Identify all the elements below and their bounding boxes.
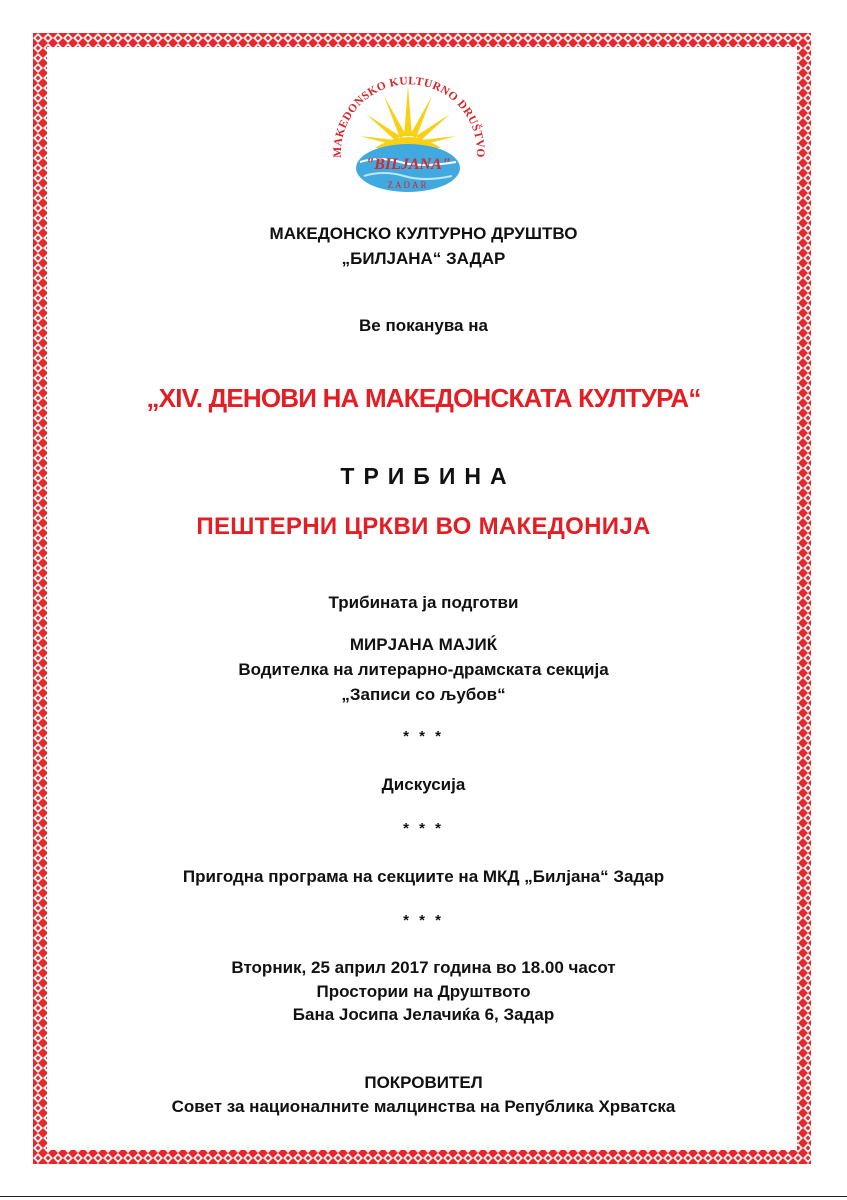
society-logo	[320, 44, 496, 204]
organization-name: МАКЕДОНСКО КУЛТУРНО ДРУШТВО	[269, 224, 578, 243]
discussion-item: Дискусија	[381, 775, 466, 794]
logo-city: ZADAR	[387, 180, 429, 190]
event-address: Бана Јосипа Јелачиќа 6, Задар	[292, 1005, 555, 1024]
program-item: Пригодна програма на секциите на МКД „Билјана“ Задар	[182, 867, 665, 886]
event-datetime: Вторник, 25 април 2017 година во 18.00 часот	[231, 958, 616, 977]
sponsor-name: Совет за националните малцинства на Република Хрватска	[171, 1097, 676, 1116]
event-venue: Простории на Друштвото	[316, 982, 531, 1001]
organization-name-line2: „БИЛЈАНА“ ЗАДАР	[341, 249, 506, 268]
prepared-by-label: Трибината ја подготви	[328, 593, 519, 612]
event-topic: ПЕШТЕРНИ ЦРКВИ ВО МАКЕДОНИЈА	[196, 513, 651, 540]
sponsor-label: ПОКРОВИТЕЛ	[364, 1073, 483, 1092]
festival-title: „XIV. ДЕНОВИ НА МАКЕДОНСКАТА КУЛТУРА“	[146, 383, 701, 413]
separator: * * *	[403, 728, 444, 745]
presenter-name: МИРЈАНА МАЈИЌ	[349, 635, 498, 654]
logo-name: "BILJANA"	[365, 156, 451, 173]
presenter-role: Водителка на литерарно-драмската секција	[238, 660, 609, 679]
separator: * * *	[403, 820, 444, 837]
event-type: ТРИБИНА	[340, 463, 516, 489]
presenter-section: „Записи со љубов“	[341, 685, 506, 704]
invitation-text: Ве поканува на	[359, 316, 488, 335]
separator: * * *	[403, 912, 444, 929]
logo-arc-text: MAKEDONSKO KULTURNO DRUŠTVO	[331, 75, 487, 158]
page-edge-divider	[0, 1196, 847, 1197]
